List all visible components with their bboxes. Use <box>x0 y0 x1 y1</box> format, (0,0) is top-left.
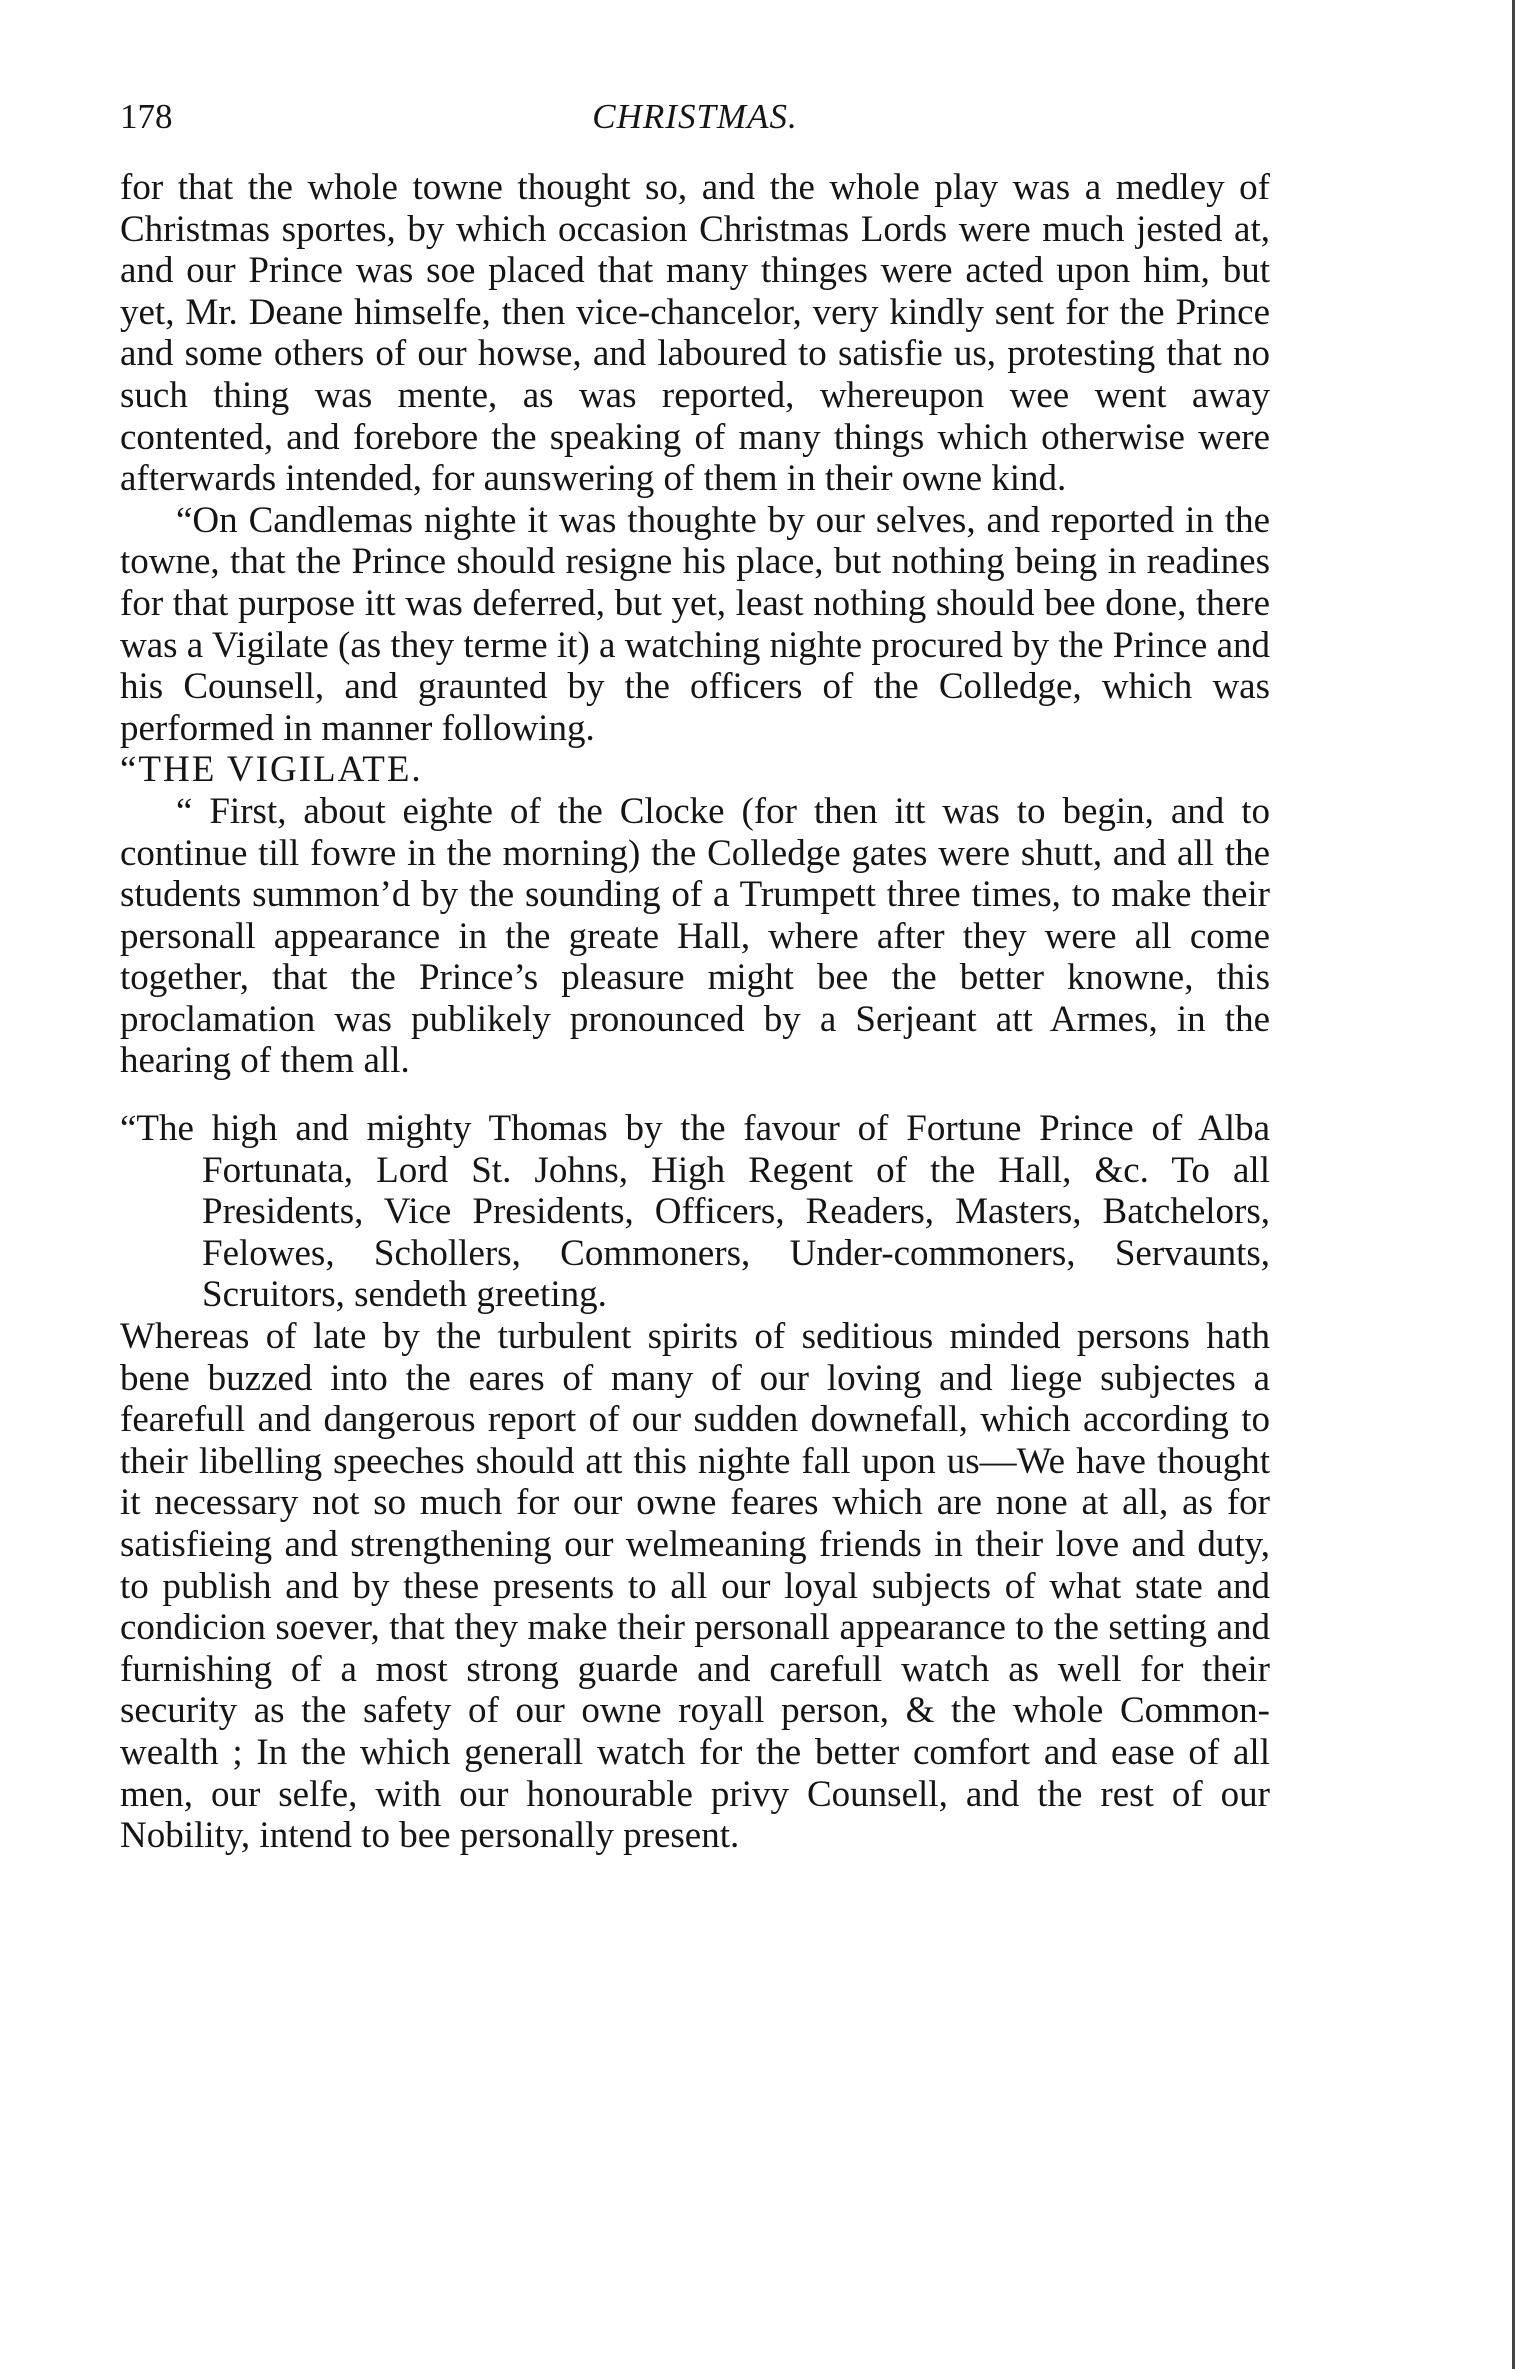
proclamation-block: “The high and mighty Thomas by the favour of Fortune Prince of Alba Fortunata, Lord St. Johns, High Regent of the Hall, &c. To all Presidents, Vice Presidents, Officers, Readers, Masters, Batchelors, Felowes, Schollers, Commoners, Under-commoners, Servaunts, Scruitors, sendeth greeting. <box>120 1108 1270 1316</box>
section-heading: “THE VIGILATE. <box>120 749 423 791</box>
paragraph-whereas: Whereas of late by the turbulent spirits of seditious minded persons hath bene buzzed into the eares of many of our loving and liege subjectes a fearefull and dangerous report of our sudden downefall, which according to their libelling speeches should att this nighte fall upon us—We have thought it necessary not so much for our owne feares which are none at all, as for satisfieing and strengthening our welmeaning friends in their love and duty, to publish and by these presents to all our loyal subjects of what state and condicion soever, that they make their personall appearance to the setting and furnishing of a most strong guarde and carefull watch as well for their security as the safety of our owne royall person, & the whole Common-wealth ; In the which generall watch for the better comfort and ease of all men, our selfe, with our honourable privy Counsell, and the rest of our Nobility, intend to bee personally present. <box>120 1316 1270 1857</box>
page-body <box>120 167 1270 1857</box>
paragraph-candlemas: “On Candlemas nighte it was thoughte by our selves, and reported in the towne, that the Prince should resigne his place, but nothing being in readines for that purpose itt was deferred, but yet, least nothing should bee done, there was a Vigilate (as they terme it) a watching nighte procured by the Prince and his Counsell, and graunted by the officers of the Colledge, which was performed in manner following. <box>120 499 1270 749</box>
running-title: CHRISTMAS. <box>592 97 798 136</box>
page-edge-line <box>1512 0 1515 2369</box>
page-header <box>120 92 1270 142</box>
paragraph-continued: for that the whole towne thought so, and the whole play was a medley of Christmas sportes, by which occasion Christmas Lords were much jested at, and our Prince was soe placed that many thinges were acted upon him, but yet, Mr. Deane himselfe, then vice-chancelor, very kindly sent for the Prince and some others of our howse, and laboured to satisfie us, protesting that no such thing was mente, as was reported, whereupon wee went away contented, and forebore the speaking of many things which otherwise were afterwards intended, for aunswering of them in their owne kind. <box>120 167 1270 500</box>
page-number: 178 <box>120 97 173 136</box>
paragraph-first-about: “ First, about eighte of the Clocke (for then itt was to begin, and to continue till fowre in the morning) the Colledge gates were shutt, and all the students summon’d by the sounding of a Trumpett three times, to make their personall appearance in the greate Hall, where after they were all come together, that the Prince’s pleasure might bee the better knowne, this proclamation was publikely pronounced by a Serjeant att Armes, in the hearing of them all. <box>120 790 1270 1082</box>
